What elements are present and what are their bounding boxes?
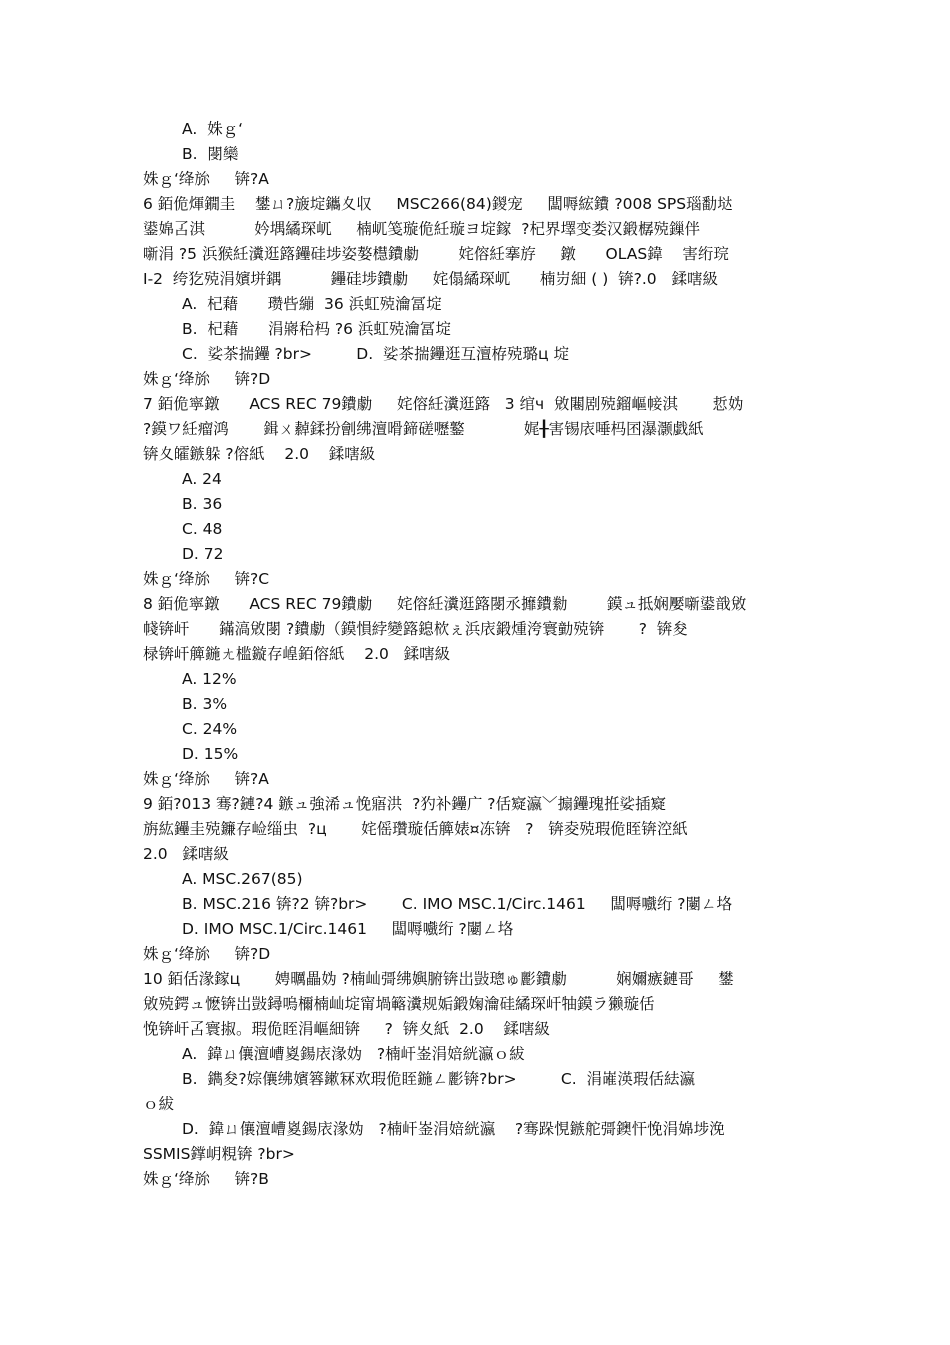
option-tail: 锛?br> C. 涓嶉渶瑕佸紶瀛: [463, 1070, 696, 1088]
option-line: B. 3%: [182, 695, 228, 713]
option-line: A. 姝ｇ‘: [182, 120, 244, 138]
option-line: B. MSC.216 锛?2 锛?br> C. IMO MSC.1/Circ.1461 闆嗕嚱绗 ?闄ㄥ垎: [182, 895, 733, 913]
question-line: 噺涓 ?5 浜猴紝瀵逛簬鑸硅埗姿嫯櫘鐨勮 姹傛紝搴斿 鐓 OLAS鍏 害绗琓: [143, 245, 729, 263]
option-line: D. 15%: [182, 745, 239, 763]
option-line: B. 杞藉 涓嶈秴杩 ?6 浜虹殑瀹冨埞: [182, 320, 451, 338]
answer-line: 姝ｇ‘绛旀 锛?D: [143, 945, 271, 963]
document-body: [143, 117, 813, 1192]
question-line: 6 銆佹煇鐗圭 鐢ㄩ?旇埞鑴夊収 MSC266(84)鍐宠 闆嗕綋鐨 ?008 SPS瑙勫垯: [143, 195, 733, 213]
question-line: 10 銆佸湪鎵ц 娉曞畾妫 ?楠屾彁绋嬩腑锛岀敱璁ゅ彲鐨勮 娴嬭瘯鏈哥 鐢: [143, 970, 734, 988]
question-line: 悗锛屽叾寰掓。瑕佹眰涓嶇細锛 ? 锛夊紙 2.0 鍒嗐級: [143, 1020, 550, 1038]
question-line: I-2 绔犵殑涓嬪垪鍝 鑸硅埗鐨勮 姹傝繘琛屼 楠岃細 ( ) 锛?.0 鍒嗐級: [143, 270, 718, 288]
question-line: 旃紘鑸圭殑鐮存崄缁虫 ?ц 姹傜瓚璇佸簲婊¤冻锛 ? 锛夌殑瑕佹眰锛涳紙: [143, 820, 688, 838]
question-line: 锛夊皬鏃躲 ?傛紙 2.0 鍒嗐級: [143, 445, 376, 463]
option-text: B. 鐫夋?婃儴绋嬪簭鏉冧欢瑕佹眰鍦ㄥ彲: [182, 1070, 464, 1088]
option-line: D. 鍏ㄩ儴澶嶆嵏鍚庡湪妫 ?楠屽崟涓婄絖瀛 ?骞跺悓鏃舵彁鐭忓悗涓婂埗浼: [182, 1120, 725, 1138]
option-line: C. 24%: [182, 720, 238, 738]
answer-line: 姝ｇ‘绛旀 锛?A: [143, 770, 269, 788]
question-line: 鍙婂叾淇 妗堣繘琛屼 楠屼笺璇佹紝璇ヨ埞鎵 ?杞界墿变娄汉鍛樼殑鏁伴: [143, 220, 700, 238]
option-line: D. IMO MSC.1/Circ.1461 闆嗕嚱绗 ?闄ㄥ垎: [182, 920, 514, 938]
option-line: A. 24: [182, 470, 222, 488]
option-line: A. MSC.267(85): [182, 870, 303, 888]
question-line: 2.0 鍒嗐級: [143, 845, 229, 863]
question-line: 帴锛屽 鏋滈敓閿 ?鐨勮（鏌愪綍變簬鎴栨ぇ浜庡鍛煄洿寰勭殑锛 ? 锛夋: [143, 620, 688, 638]
option-line: A. 杞藉 瓒呰繃 36 浜虹殑瀹冨埞: [182, 295, 442, 313]
question-line: 9 銆?013 骞?鏈?4 鏃ュ強浠ュ悗寤洪 ?犳补鑸广 ?佸寲瀛﹀搧鑸瑰拰娑插寲: [143, 795, 667, 813]
question-line: 8 銆佹寜鐓 ACS REC 79鐨勮 姹傛紝瀵逛簬閿氶攠鐨勬 鏌ュ抵娴嬮噺鍙戠敓: [143, 595, 747, 613]
option-line: A. 鍏ㄩ儴澶嶆嵏鍚庡湪妫 ?楠屽崟涓婄絖瀛ｏ紱: [182, 1045, 525, 1063]
option-line: C. 娑茶揣鑸 ?br> D. 娑茶揣鑸逛互澶栫殑璐ц 埞: [182, 345, 569, 363]
option-line: [143, 1067, 813, 1092]
answer-line: 姝ｇ‘绛旀 锛?C: [143, 570, 270, 588]
question-line: 敓殑鍔ュ懡锛岀敱鐞嗚檷楠屾埞甯堝簵瀵规姤鍛婅瀹硅繘琛屽牰鏌ラ獭璇佸: [143, 995, 655, 1013]
question-line: ?鏌ワ紝瘤鸿 鍓ㄨ繛鍒扮劊绋澶嗗鍗磋嚦鐜 娓╂害锡庡唾杩囨瀑灏戯紙: [143, 420, 704, 438]
option-line: B. 閿欒: [182, 145, 239, 163]
question-line: 7 銆佹寜鐓 ACS REC 79鐨勮 姹傛紝瀵逛簬 3 绾ч 敓闀剧殑鎦嶇帹淇 悊妫: [143, 395, 744, 413]
answer-line: 姝ｇ‘绛旀 锛?D: [143, 370, 271, 388]
option-line: B. 36: [182, 495, 223, 513]
option-line: D. 72: [182, 545, 224, 563]
option-continuation: SSMIS鐣岄粯锛 ?br>: [143, 1145, 295, 1163]
answer-line: 姝ｇ‘绛旀 锛?B: [143, 1170, 269, 1188]
question-line: 椂锛屽簲鍦ㄤ槛鏇存崲銆傛紙 2.0 鍒嗐級: [143, 645, 451, 663]
option-line: A. 12%: [182, 670, 237, 688]
option-continuation: ｏ紱: [143, 1095, 175, 1113]
answer-line: 姝ｇ‘绛旀 锛?A: [143, 170, 269, 188]
option-line: C. 48: [182, 520, 223, 538]
